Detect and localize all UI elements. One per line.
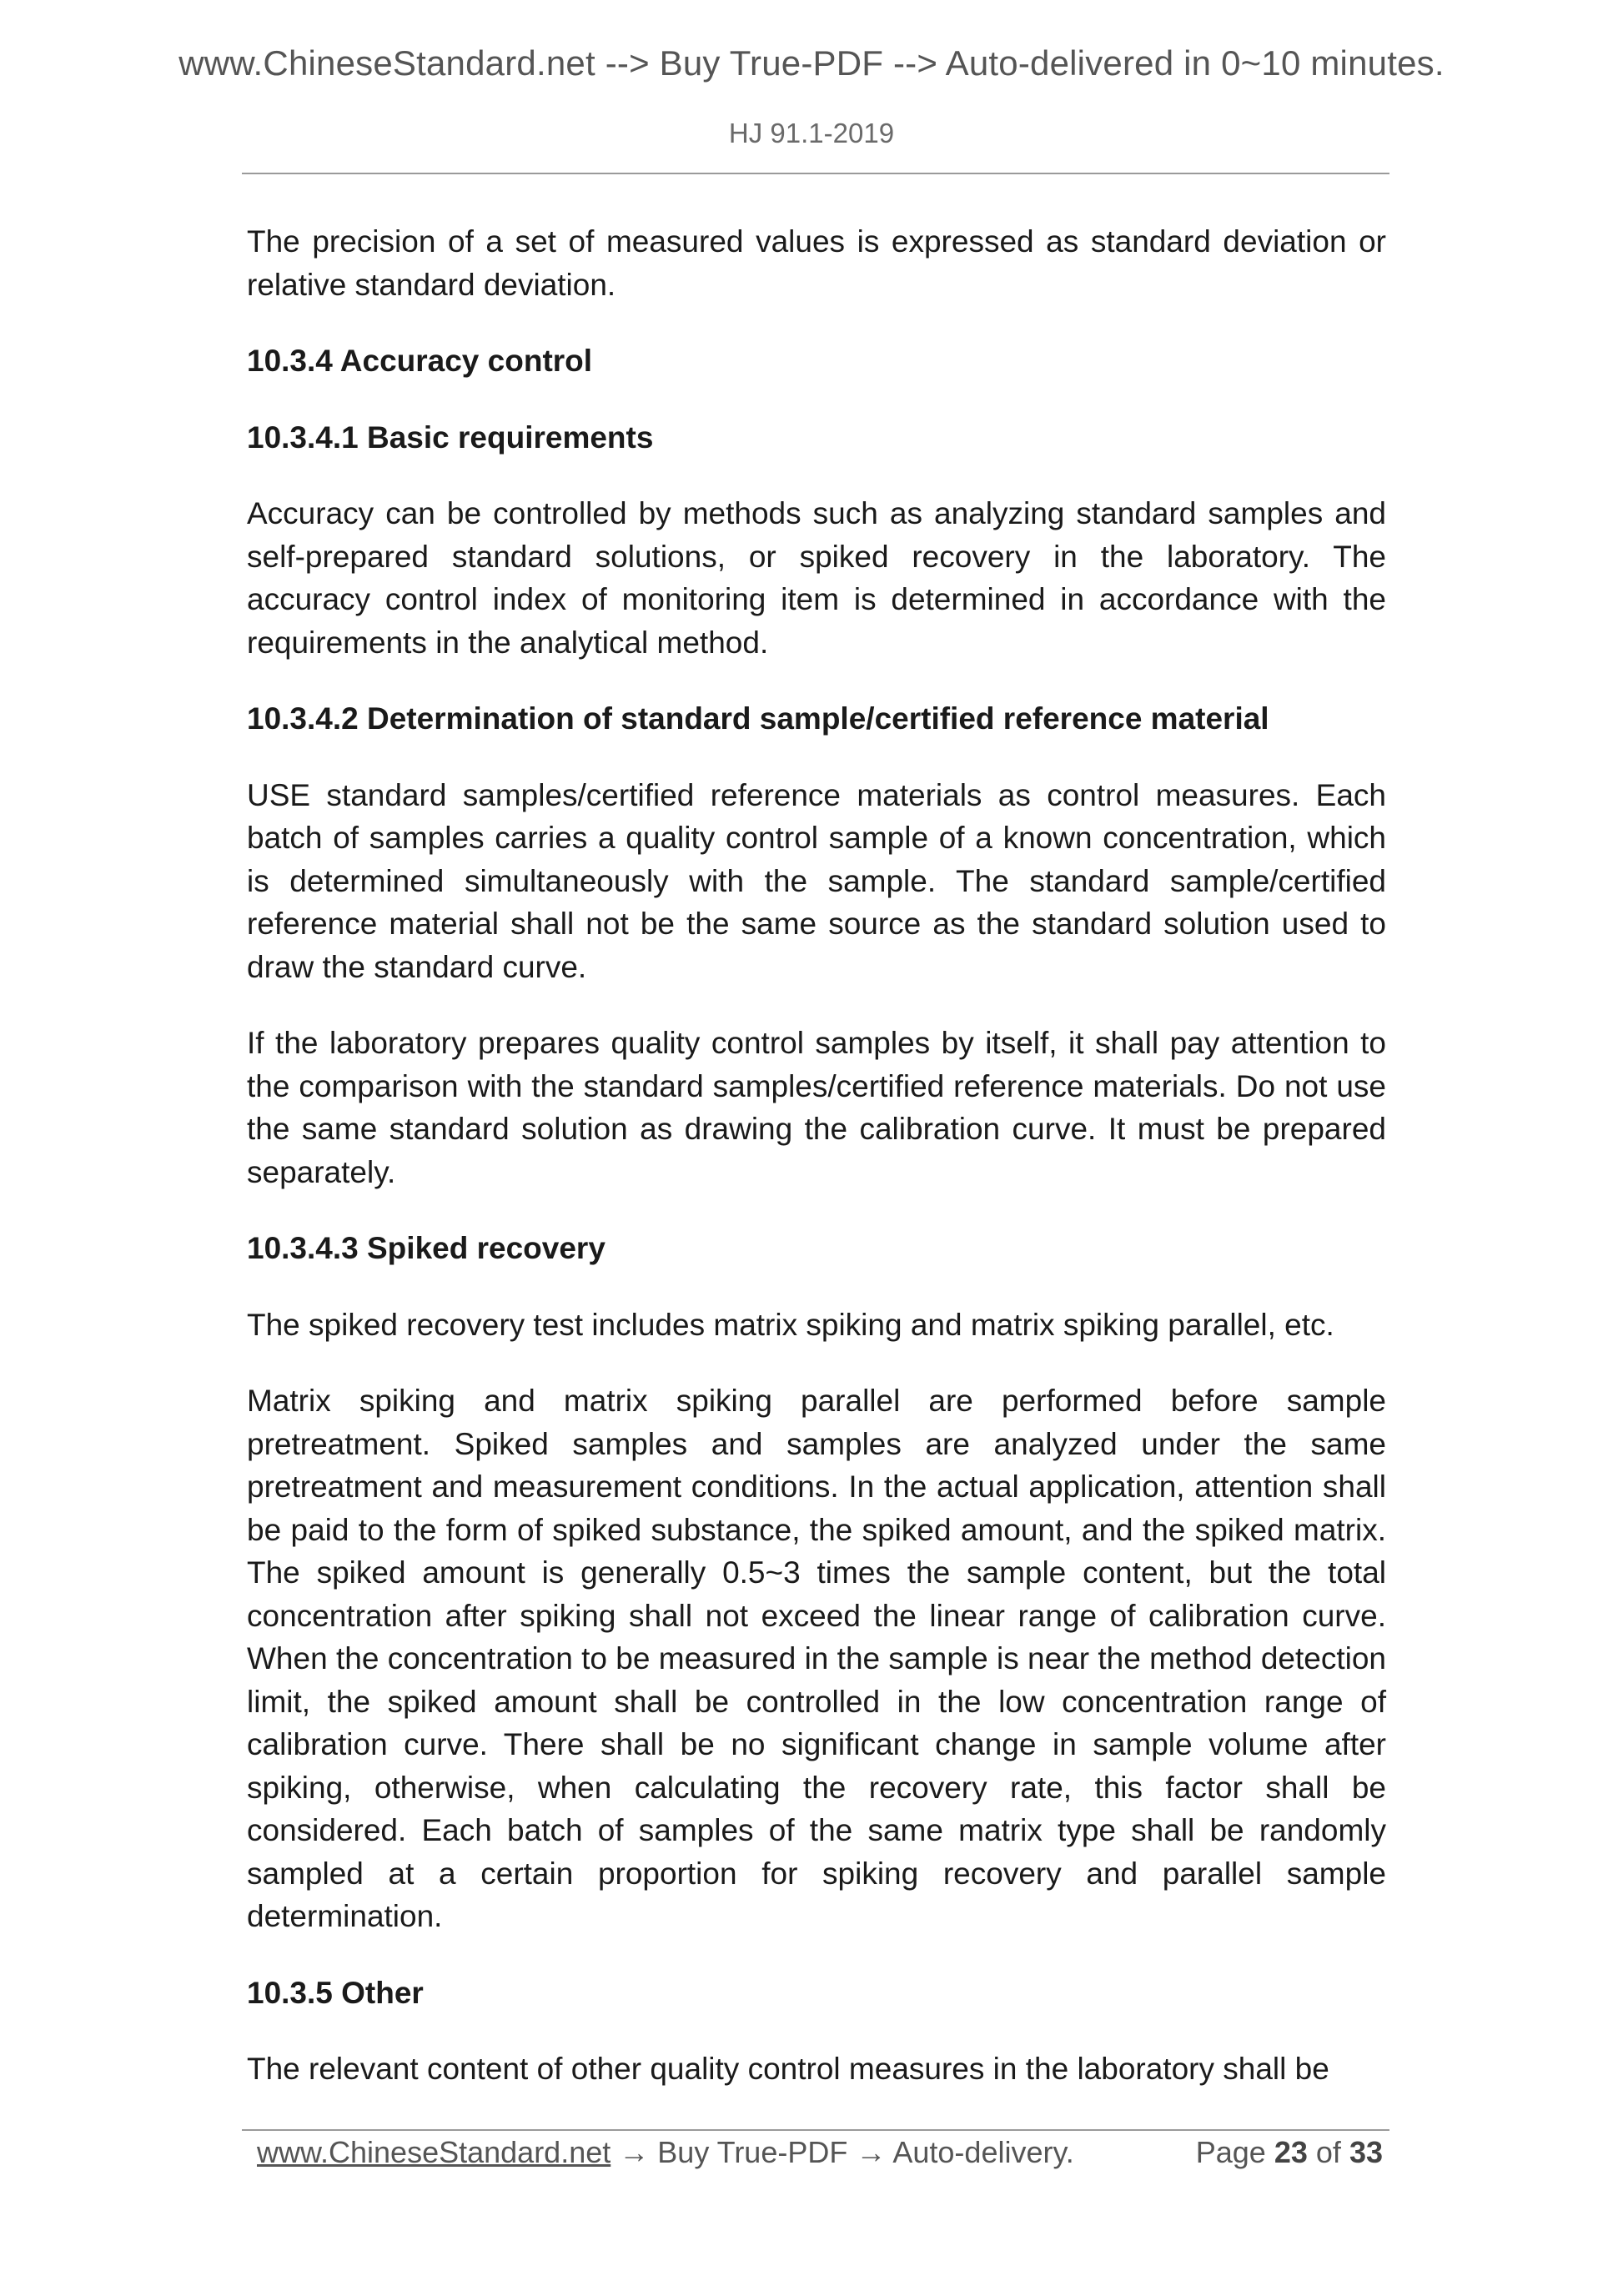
paragraph-precision: The precision of a set of measured values is expressed as standard deviation or relative standard deviation. [247,224,1386,302]
paragraph-standard-samples: USE standard samples/certified reference materials as control measures. Each batch of samples carries a quality control sample of a known concentration, which is determined simultaneously with the sample. The standard sample/certified reference material shall not be the same source as the standard solution used to draw the standard curve. [247,777,1386,984]
footer-site-link[interactable]: www.ChineseStandard.net [257,2135,611,2169]
heading-10-3-4-3: 10.3.4.3 Spiked recovery [247,1231,605,1265]
footer-divider [242,2129,1389,2131]
page-content [247,220,1386,2091]
footer-auto-text: Auto-delivery. [892,2135,1074,2169]
page-label: Page [1195,2135,1266,2169]
page-footer [257,2135,1383,2177]
header-divider [242,173,1389,174]
heading-10-3-4: 10.3.4 Accuracy control [247,344,593,378]
of-label: of [1315,2135,1341,2169]
page-number [1196,2135,1383,2170]
paragraph-other: The relevant content of other quality control measures in the laboratory shall be [247,2052,1329,2086]
document-id: HJ 91.1-2019 [728,118,895,148]
heading-10-3-4-1: 10.3.4.1 Basic requirements [247,420,654,455]
paragraph-matrix-spiking: Matrix spiking and matrix spiking parallel are performed before sample pretreatment. Spiked samples and samples are analyzed under the same pretreatment and measurement conditions. In the actual application, attention shall be paid to the form of spiked substance, the spiked amount, and the spiked matrix. The spiked amount is generally 0.5~3 times the sample content, but the total concentration after spiking shall not exceed the linear range of calibration curve. When the concentration to be measured in the sample is near the method detection limit, the spiked amount shall be controlled in the low concentration range of calibration curve. There shall be no significant change in sample volume after spiking, otherwise, when calculating the recovery rate, this factor shall be considered. Each batch of samples of the same matrix type shall be randomly sampled at a certain proportion for spiking recovery and parallel sample determination. [247,1384,1386,1933]
heading-10-3-5: 10.3.5 Other [247,1975,424,2010]
paragraph-spiked-test: The spiked recovery test includes matrix spiking and matrix spiking parallel, etc. [247,1307,1334,1342]
total-pages: 33 [1349,2135,1383,2169]
arrow-right-icon: → [619,2135,650,2169]
paragraph-self-prepared: If the laboratory prepares quality control samples by itself, it shall pay attention to the comparison with the standard samples/certified reference materials. Do not use the same standard solution as drawing the calibration curve. It must be prepared separately. [247,1026,1386,1189]
arrow-right-icon: → [856,2135,887,2169]
heading-10-3-4-2: 10.3.4.2 Determination of standard sample/certified reference material [247,701,1269,736]
top-banner: www.ChineseStandard.net --> Buy True-PDF --> Auto-delivered in 0~10 minutes. [178,43,1445,83]
footer-buy-text: Buy True-PDF [657,2135,848,2169]
footer-promo [257,2135,1074,2170]
current-page: 23 [1274,2135,1308,2169]
paragraph-basic-requirements: Accuracy can be controlled by methods such as analyzing standard samples and self-prepared standard solutions, or spiked recovery in the laboratory. The accuracy control index of monitoring item is determined in accordance with the requirements in the analytical method. [247,496,1386,660]
